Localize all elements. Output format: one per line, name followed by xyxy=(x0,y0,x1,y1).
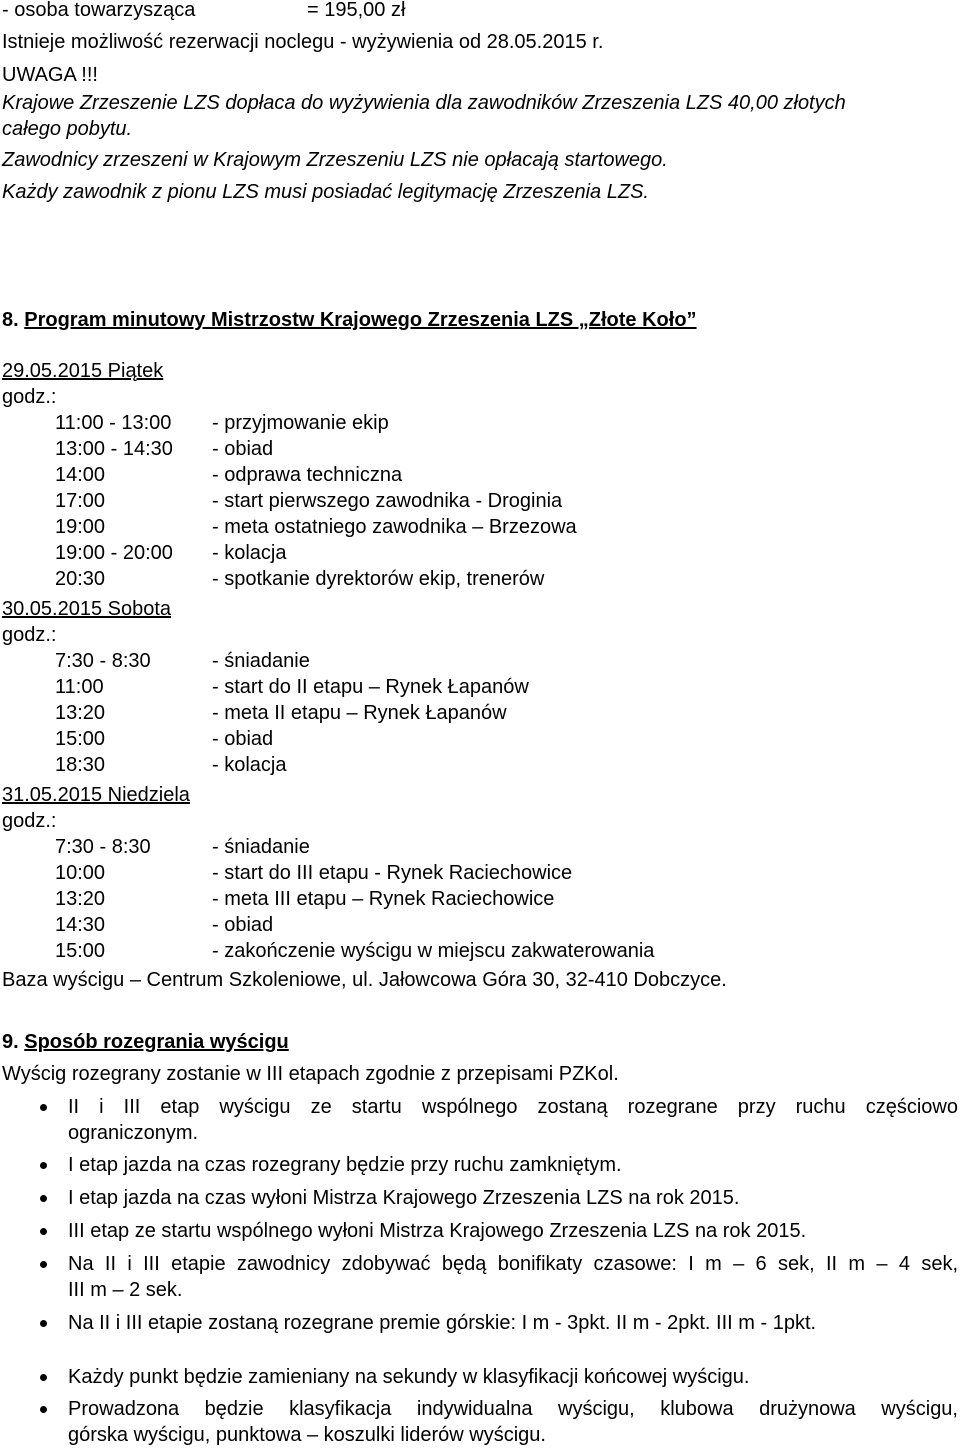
schedule-time: 7:30 - 8:30 xyxy=(55,836,151,858)
rule-item-text: III etap ze startu wspólnego wyłoni Mistrza Krajowego Zrzeszenia LZS na rok 2015. xyxy=(68,1220,807,1242)
schedule-activity: - meta ostatniego zawodnika – Brzezowa xyxy=(212,516,577,538)
schedule-activity: - przyjmowanie ekip xyxy=(212,412,389,434)
schedule-time: 14:30 xyxy=(55,914,106,936)
schedule-time: 15:00 xyxy=(55,728,106,750)
bullet-dot-icon xyxy=(40,1374,47,1381)
hours-label: godz.: xyxy=(2,810,57,832)
schedule-time: 17:00 xyxy=(55,490,106,512)
bullet-dot-icon xyxy=(40,1104,47,1111)
schedule-activity: - start do II etapu – Rynek Łapanów xyxy=(212,676,529,698)
accompanying-person-price: = 195,00 zł xyxy=(307,0,406,21)
schedule-time: 19:00 - 20:00 xyxy=(55,542,173,564)
hours-label: godz.: xyxy=(2,386,57,408)
schedule-activity: - spotkanie dyrektorów ekip, trenerów xyxy=(212,568,545,590)
section-9-intro: Wyścig rozegrany zostanie w III etapach zgodnie z przepisami PZKol. xyxy=(2,1063,619,1085)
rule-item-text: I etap jazda na czas rozegrany będzie przy ruchu zamkniętym. xyxy=(68,1154,622,1176)
race-base: Baza wyścigu – Centrum Szkoleniowe, ul. Jałowcowa Góra 30, 32-410 Dobczyce. xyxy=(2,969,727,991)
bullet-dot-icon xyxy=(40,1228,47,1235)
schedule-activity: - obiad xyxy=(212,728,274,750)
bullet-dot-icon xyxy=(40,1261,47,1268)
section-9-title: Sposób rozegrania wyścigu xyxy=(24,1031,289,1053)
rule-item-text: Na II i III etapie zostaną rozegrane premie górskie: I m - 3pkt. II m - 2pkt. III m - 1pkt. xyxy=(68,1312,817,1334)
rule-item-text-cont: górska wyścigu, punktowa – koszulki liderów wyścigu. xyxy=(68,1424,546,1446)
warning-heading: UWAGA !!! xyxy=(2,64,98,86)
schedule-time: 11:00 - 13:00 xyxy=(55,412,172,434)
lzs-subsidy-note-cont: całego pobytu. xyxy=(2,118,133,140)
rule-item-text: Każdy punkt będzie zamieniany na sekundy w klasyfikacji końcowej wyścigu. xyxy=(68,1366,750,1388)
schedule-activity: - meta III etapu – Rynek Raciechowice xyxy=(212,888,555,910)
schedule-activity: - kolacja xyxy=(212,754,287,776)
section-8-number: 8. xyxy=(2,309,19,331)
schedule-activity: - śniadanie xyxy=(212,836,310,858)
schedule-time: 7:30 - 8:30 xyxy=(55,650,151,672)
schedule-time: 15:00 xyxy=(55,940,106,962)
no-entry-fee-note: Zawodnicy zrzeszeni w Krajowym Zrzeszeniu LZS nie opłacają startowego. xyxy=(2,149,668,171)
rule-item-text: II i III etap wyścigu ze startu wspólnego zostaną rozegrane przy ruchu częściowo xyxy=(68,1096,958,1118)
reservation-note: Istnieje możliwość rezerwacji noclegu - wyżywienia od 28.05.2015 r. xyxy=(2,31,604,53)
schedule-activity: - start do III etapu - Rynek Raciechowice xyxy=(212,862,573,884)
rule-item-text-cont: III m – 2 sek. xyxy=(68,1279,183,1301)
schedule-activity: - śniadanie xyxy=(212,650,310,672)
rule-item-text: I etap jazda na czas wyłoni Mistrza Krajowego Zrzeszenia LZS na rok 2015. xyxy=(68,1187,740,1209)
schedule-time: 19:00 xyxy=(55,516,106,538)
bullet-dot-icon xyxy=(40,1320,47,1327)
schedule-activity: - zakończenie wyścigu w miejscu zakwaterowania xyxy=(212,940,655,962)
section-8-title: Program minutowy Mistrzostw Krajowego Zrzeszenia LZS „Złote Koło” xyxy=(24,309,697,331)
lzs-subsidy-note: Krajowe Zrzeszenie LZS dopłaca do wyżywienia dla zawodników Zrzeszenia LZS 40,00 złotych xyxy=(2,92,846,114)
schedule-time: 10:00 xyxy=(55,862,106,884)
schedule-time: 11:00 xyxy=(55,676,104,698)
schedule-activity: - odprawa techniczna xyxy=(212,464,403,486)
schedule-activity: - meta II etapu – Rynek Łapanów xyxy=(212,702,507,724)
rule-item-text: Prowadzona będzie klasyfikacja indywidualna wyścigu, klubowa drużynowa wyścigu, xyxy=(68,1398,958,1420)
schedule-time: 13:20 xyxy=(55,888,106,910)
section-9-heading xyxy=(2,1029,289,1055)
hours-label: godz.: xyxy=(2,624,57,646)
bullet-dot-icon xyxy=(40,1406,47,1413)
schedule-activity: - obiad xyxy=(212,438,274,460)
bullet-dot-icon xyxy=(40,1195,47,1202)
day-date: 31.05.2015 Niedziela xyxy=(2,784,190,806)
section-8-heading xyxy=(2,307,697,333)
schedule-time: 13:20 xyxy=(55,702,106,724)
schedule-activity: - obiad xyxy=(212,914,274,936)
bullet-dot-icon xyxy=(40,1162,47,1169)
schedule-activity: - kolacja xyxy=(212,542,287,564)
rule-item-text-cont: ograniczonym. xyxy=(68,1122,199,1144)
day-date: 30.05.2015 Sobota xyxy=(2,598,172,620)
rule-item-text: Na II i III etapie zawodnicy zdobywać będą bonifikaty czasowe: I m – 6 sek, II m – 4 sek, xyxy=(68,1253,958,1275)
schedule-time: 14:00 xyxy=(55,464,106,486)
schedule-time: 18:30 xyxy=(55,754,106,776)
schedule-time: 20:30 xyxy=(55,568,106,590)
schedule-time: 13:00 - 14:30 xyxy=(55,438,173,460)
day-date: 29.05.2015 Piątek xyxy=(2,360,164,382)
accompanying-person-label: - osoba towarzysząca xyxy=(2,0,196,21)
schedule-activity: - start pierwszego zawodnika - Droginia xyxy=(212,490,563,512)
membership-card-note: Każdy zawodnik z pionu LZS musi posiadać legitymację Zrzeszenia LZS. xyxy=(2,181,649,203)
section-9-number: 9. xyxy=(2,1031,19,1053)
